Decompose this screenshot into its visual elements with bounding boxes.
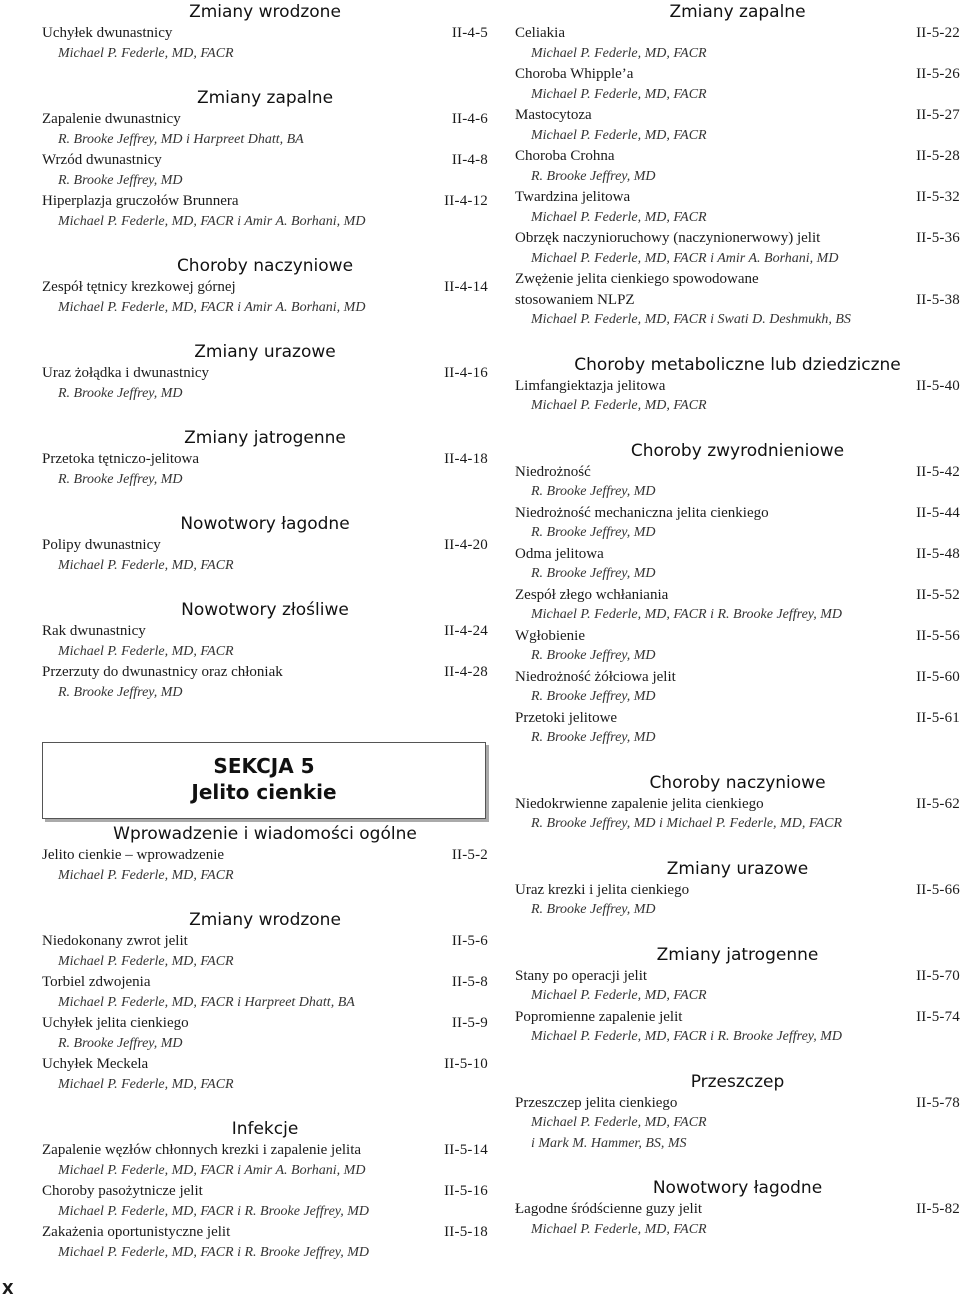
entry-authors: Michael P. Federle, MD, FACR <box>531 127 707 143</box>
entry-title: Niedrożność <box>515 463 591 480</box>
entry-title: Zespół złego wchłaniania <box>515 586 669 603</box>
entry-page: II-5-60 <box>916 668 960 685</box>
section-heading: Zmiany jatrogenne <box>656 944 819 965</box>
entry-title: Obrzęk naczynioruchowy (naczynionerwowy) jelit <box>515 230 821 246</box>
entry-title: Odma jelitowa <box>515 545 604 562</box>
entry-authors: Michael P. Federle, MD, FACR <box>58 953 234 969</box>
section-heading: Nowotwory łagodne <box>652 1178 823 1198</box>
entry-authors: Michael P. Federle, MD, FACR <box>531 209 707 225</box>
entry-authors: R. Brooke Jeffrey, MD <box>531 902 656 917</box>
entry-title: Popromienne zapalenie jelit <box>515 1008 683 1025</box>
entry-title: Przeszczep jelita cienkiego <box>515 1094 678 1111</box>
toc-entry <box>42 662 488 683</box>
section-heading: Choroby naczyniowe <box>176 256 354 276</box>
entry-authors: Michael P. Federle, MD, FACR <box>58 643 234 659</box>
section-heading: Zmiany urazowe <box>666 858 809 879</box>
entry-title: Hiperplazja gruczołów Brunnera <box>42 193 239 209</box>
section-spacer <box>515 331 960 354</box>
toc-entry <box>42 845 488 866</box>
toc-entry <box>42 191 488 212</box>
toc-entry <box>515 626 960 647</box>
entry-authors: Michael P. Federle, MD, FACR <box>531 45 707 61</box>
section-spacer <box>42 576 488 599</box>
entry-authors: Michael P. Federle, MD, FACR <box>531 86 707 102</box>
entry-authors: Michael P. Federle, MD, FACR i Harpreet Dhatt, BA <box>58 994 355 1010</box>
entry-authors: Michael P. Federle, MD, FACR i Amir A. Borhani, MD <box>58 1162 366 1178</box>
entry-authors: R. Brooke Jeffrey, MD <box>531 484 656 499</box>
entry-title: Uraz żołądka i dwunastnicy <box>42 365 210 381</box>
entry-authors: R. Brooke Jeffrey, MD <box>58 172 183 188</box>
section-heading: Zmiany zapalne <box>196 88 334 108</box>
entry-page: II-5-28 <box>916 148 960 164</box>
entry-title: Uchyłek jelita cienkiego <box>42 1015 189 1031</box>
entry-page: II-5-38 <box>916 291 960 308</box>
entry-authors: R. Brooke Jeffrey, MD <box>531 566 656 581</box>
entry-page: II-5-56 <box>916 627 960 644</box>
section-heading: Nowotwory łagodne <box>180 514 350 534</box>
entry-page: II-4-28 <box>444 664 488 680</box>
toc-entry <box>42 109 488 130</box>
entry-authors: Michael P. Federle, MD, FACR <box>58 1076 234 1092</box>
section-spacer <box>42 318 488 341</box>
toc-entry <box>515 544 960 565</box>
toc-entry <box>515 187 960 208</box>
toc-entry <box>515 667 960 688</box>
entry-title: Przetoki jelitowe <box>515 709 618 726</box>
entry-authors: R. Brooke Jeffrey, MD i Michael P. Federle, MD, FACR <box>531 816 843 831</box>
entry-authors: R. Brooke Jeffrey, MD <box>531 168 656 184</box>
entry-page: II-5-26 <box>916 66 960 82</box>
toc-entry <box>515 880 960 901</box>
section-spacer <box>515 749 960 772</box>
toc-entry <box>515 228 960 249</box>
entry-page: II-5-8 <box>451 974 488 990</box>
section-heading: Zmiany wrodzone <box>189 910 341 930</box>
entry-authors: Michael P. Federle, MD, FACR i Amir A. Borhani, MD <box>58 213 366 229</box>
entry-page: II-5-70 <box>916 967 960 984</box>
toc-entry <box>42 363 488 384</box>
entry-title: Twardzina jelitowa <box>515 189 631 205</box>
entry-title: stosowaniem NLPZ <box>515 291 635 308</box>
entry-page: II-5-27 <box>916 107 960 123</box>
section-spacer <box>42 232 488 255</box>
entry-page: II-5-44 <box>916 504 960 521</box>
left-bottom-column <box>42 822 488 1263</box>
toc-entry <box>42 23 488 44</box>
toc-entry <box>515 794 960 815</box>
entry-title: Przerzuty do dwunastnicy oraz chłoniak <box>42 664 283 680</box>
entry-page: II-5-78 <box>916 1094 960 1111</box>
entry-authors: Michael P. Federle, MD, FACR i R. Brooke Jeffrey, MD <box>58 1244 370 1260</box>
entry-authors: R. Brooke Jeffrey, MD <box>531 689 656 704</box>
entry-title: Uraz krezki i jelita cienkiego <box>515 881 690 898</box>
section-heading: Wprowadzenie i wiadomości ogólne <box>113 824 417 844</box>
toc-entry <box>42 1181 488 1202</box>
entry-title: Uchyłek Meckela <box>42 1056 149 1072</box>
entry-authors: R. Brooke Jeffrey, MD <box>531 525 656 540</box>
entry-authors: R. Brooke Jeffrey, MD <box>58 684 183 700</box>
entry-page: II-5-36 <box>916 230 960 246</box>
entry-authors: R. Brooke Jeffrey, MD <box>58 385 183 401</box>
section-title: Jelito cienkie <box>191 780 337 804</box>
section-heading: Zmiany urazowe <box>194 342 336 362</box>
toc-entry <box>42 1013 488 1034</box>
section-spacer <box>515 417 960 440</box>
entry-authors: Michael P. Federle, MD, FACR <box>531 1115 707 1130</box>
entry-title: Niedokonany zwrot jelit <box>42 933 188 949</box>
toc-entry <box>515 290 960 311</box>
entry-page: II-5-9 <box>451 1015 488 1031</box>
entry-title: Niedrożność żółciowa jelit <box>515 668 676 685</box>
entry-page: II-5-48 <box>916 545 960 562</box>
toc-entry <box>515 462 960 483</box>
section-heading: Choroby naczyniowe <box>649 772 826 793</box>
toc-entry <box>42 150 488 171</box>
toc-entry <box>42 972 488 993</box>
entry-page: II-4-16 <box>444 365 488 381</box>
entry-title: Choroby pasożytnicze jelit <box>42 1183 203 1199</box>
entry-title: Choroba Crohna <box>515 148 615 164</box>
entry-title: Choroba Whipple’a <box>515 66 634 82</box>
section-box <box>42 742 486 819</box>
entry-page: II-4-14 <box>444 279 488 295</box>
toc-entry <box>515 966 960 987</box>
entry-title: Celiakia <box>515 25 565 41</box>
entry-authors: Michael P. Federle, MD, FACR <box>58 557 234 573</box>
toc-entry <box>515 1007 960 1028</box>
entry-title: Rak dwunastnicy <box>42 623 146 639</box>
toc-entry <box>42 621 488 642</box>
section-heading: Choroby zwyrodnieniowe <box>630 440 845 461</box>
entry-page: II-5-2 <box>451 847 488 863</box>
toc-entry <box>515 1199 960 1220</box>
entry-authors: Michael P. Federle, MD, FACR i Amir A. Borhani, MD <box>58 299 366 315</box>
entry-authors: Michael P. Federle, MD, FACR i Swati D. Deshmukh, BS <box>531 312 851 327</box>
section-number: SEKCJA 5 <box>213 754 315 778</box>
entry-page: II-4-12 <box>444 193 488 209</box>
section-spacer <box>515 1154 960 1177</box>
toc-entry <box>515 503 960 524</box>
section-heading: Zmiany zapalne <box>669 2 806 22</box>
entry-title: Uchyłek dwunastnicy <box>42 25 173 41</box>
entry-page: II-4-5 <box>451 25 488 41</box>
section-heading: Zmiany jatrogenne <box>184 428 346 448</box>
entry-title: Zapalenie węzłów chłonnych krezki i zapalenie jelita <box>42 1142 362 1158</box>
entry-page: II-5-6 <box>451 933 488 949</box>
section-spacer <box>42 1095 488 1118</box>
toc-entry <box>515 146 960 167</box>
entry-title: Łagodne śródścienne guzy jelit <box>515 1201 703 1217</box>
entry-page: II-5-61 <box>916 709 960 726</box>
section-spacer <box>515 921 960 944</box>
entry-page: II-4-20 <box>444 537 488 553</box>
entry-title: Mastocytoza <box>515 107 592 123</box>
entry-page: II-4-6 <box>451 111 488 127</box>
toc-entry <box>42 449 488 470</box>
section-spacer <box>42 64 488 87</box>
toc-entry <box>515 376 960 397</box>
entry-title: Wgłobienie <box>515 627 585 644</box>
section-heading: Zmiany wrodzone <box>189 2 341 22</box>
page-number: X <box>2 1280 14 1298</box>
entry-authors: Michael P. Federle, MD, FACR i Amir A. Borhani, MD <box>531 250 839 266</box>
entry-page: II-5-40 <box>916 377 960 394</box>
entry-title: Stany po operacji jelit <box>515 967 648 984</box>
toc-entry <box>42 1054 488 1075</box>
entry-title: Limfangiektazja jelitowa <box>515 377 666 394</box>
entry-title: Przetoka tętniczo-jelitowa <box>42 451 200 467</box>
entry-page: II-5-74 <box>916 1008 960 1025</box>
entry-authors: R. Brooke Jeffrey, MD <box>58 1035 183 1051</box>
toc-entry <box>515 1093 960 1114</box>
entry-authors: Michael P. Federle, MD, FACR i R. Brooke Jeffrey, MD <box>58 1203 370 1219</box>
section-heading: Choroby metaboliczne lub dziedziczne <box>574 354 901 375</box>
entry-page: II-5-62 <box>916 795 960 812</box>
toc-entry <box>515 23 960 44</box>
entry-page: II-4-8 <box>451 152 488 168</box>
entry-authors: R. Brooke Jeffrey, MD <box>58 471 183 487</box>
entry-authors: Michael P. Federle, MD, FACR <box>531 988 707 1003</box>
section-heading: Przeszczep <box>690 1071 785 1092</box>
entry-title: Zapalenie dwunastnicy <box>42 111 181 127</box>
section-spacer <box>42 886 488 909</box>
entry-authors: Michael P. Federle, MD, FACR <box>58 867 234 883</box>
entry-page: II-4-24 <box>444 623 488 639</box>
toc-entry <box>515 64 960 85</box>
entry-title: Zakażenia oportunistyczne jelit <box>42 1224 231 1240</box>
entry-page: II-5-16 <box>444 1183 488 1199</box>
entry-page: II-5-66 <box>916 881 960 898</box>
entry-authors: i Mark M. Hammer, BS, MS <box>531 1135 687 1151</box>
section-spacer <box>42 490 488 513</box>
section-heading: Nowotwory złośliwe <box>181 600 349 620</box>
entry-page: II-5-18 <box>444 1224 488 1240</box>
entry-page: II-5-14 <box>444 1142 488 1158</box>
entry-title: Niedokrwienne zapalenie jelita cienkiego <box>515 795 764 812</box>
left-top-toc <box>42 0 488 703</box>
toc-entry <box>42 277 488 298</box>
entry-authors: Michael P. Federle, MD, FACR i R. Brooke Jeffrey, MD <box>531 607 843 622</box>
entry-authors: Michael P. Federle, MD, FACR <box>531 398 707 413</box>
toc-entry <box>42 535 488 556</box>
toc-entry <box>515 585 960 606</box>
entry-title: Niedrożność mechaniczna jelita cienkiego <box>515 504 769 521</box>
toc-entry <box>515 105 960 126</box>
entry-page: II-4-18 <box>444 451 488 467</box>
toc-entry <box>42 1140 488 1161</box>
entry-title: Wrzód dwunastnicy <box>42 152 162 168</box>
entry-title-line: Zwężenie jelita cienkiego spowodowane <box>515 271 759 287</box>
section-spacer <box>515 1048 960 1071</box>
right-toc <box>515 0 960 1240</box>
entry-authors: Michael P. Federle, MD, FACR <box>58 45 234 61</box>
entry-title: Zespół tętnicy krezkowej górnej <box>42 279 236 295</box>
entry-title: Jelito cienkie – wprowadzenie <box>42 847 225 863</box>
toc-entry <box>42 931 488 952</box>
entry-authors: R. Brooke Jeffrey, MD <box>531 648 656 663</box>
toc-entry <box>42 1222 488 1243</box>
entry-title: Torbiel zdwojenia <box>42 974 151 990</box>
section-spacer <box>42 404 488 427</box>
right-column <box>515 0 960 1240</box>
entry-page: II-5-10 <box>444 1056 488 1072</box>
toc-entry <box>515 708 960 729</box>
entry-authors: Michael P. Federle, MD, FACR <box>531 1221 707 1237</box>
entry-authors: R. Brooke Jeffrey, MD <box>531 730 656 745</box>
section-spacer <box>515 835 960 858</box>
entry-title: Polipy dwunastnicy <box>42 537 161 553</box>
entry-page: II-5-32 <box>916 189 960 205</box>
entry-authors: R. Brooke Jeffrey, MD i Harpreet Dhatt, BA <box>58 131 304 147</box>
left-bottom-toc <box>42 822 488 1263</box>
entry-page: II-5-42 <box>916 463 960 480</box>
left-column <box>42 0 488 703</box>
entry-page: II-5-52 <box>916 586 960 603</box>
section-heading: Infekcje <box>231 1119 299 1139</box>
entry-page: II-5-22 <box>916 25 960 41</box>
entry-authors: Michael P. Federle, MD, FACR i R. Brooke Jeffrey, MD <box>531 1029 843 1044</box>
entry-page: II-5-82 <box>916 1201 960 1217</box>
